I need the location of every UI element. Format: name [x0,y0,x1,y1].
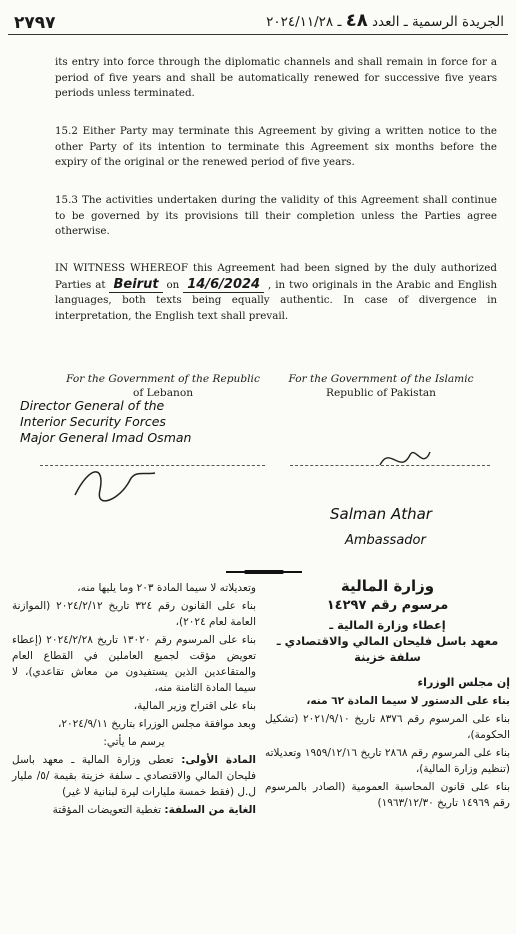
purpose-label: الغاية من السلفة: [164,804,256,816]
preamble-budget-law: بناء على القانون رقم ٣٢٤ تاريخ ٢٠٢٤/٢/١٢ (الموازنة العامة لعام ٢٠٢٤)، [12,600,256,628]
decree-title-line2: معهد باسل فليحان المالي والاقتصادي ـ [276,634,499,648]
signing-place: Beirut [109,277,162,293]
for-lebanon-line1: For the Government of the Republic [66,373,260,385]
pakistan-signature-scrawl [375,440,435,480]
article-one-label: المادة الأولى: [181,754,256,766]
arabic-right-column [265,578,510,813]
section-divider [244,570,284,574]
hand-line-1: Director General of the [20,398,165,413]
witness-text-b: on [166,278,180,291]
ministry-heading: وزارة المالية [340,577,435,595]
signatory-lebanon-heading [50,372,276,400]
for-pakistan-line1: For the Government of the Islamic [288,373,474,385]
preamble-public-accounting: بناء على قانون المحاسبة العمومية (الصادر بالمرسوم رقم ١٤٩٦٩ تاريخ ١٩٦٣/١٢/٣٠) [265,781,510,809]
preamble-council-approval: وبعد موافقة مجلس الوزراء بتاريخ ٢٠٢٤/٩/١١، [58,718,256,730]
paragraph-entry-into-force: its entry into force through the diplomatic channels and shall remain in force for a period of five years and shall be automatically renewed for successive five years periods unless terminated. [55,56,497,99]
witness-text-c: , in two originals in the Arabic and English languages, both texts being equally authentic. In case of divergence in interpretation, the English text shall prevail. [55,278,497,322]
preamble-ministry-organization: بناء على المرسوم رقم ٢٨٦٨ تاريخ ١٩٥٩/١٢/١٦ وتعديلاته (تنظيم وزارة المالية)، [265,747,510,775]
paragraph-in-witness [55,261,497,324]
paragraph-15-3: 15.3 The activities undertaken during the validity of this Agreement shall continue to be governed by its provisions till their completion unless the Parties agree otherwise. [55,194,497,237]
pakistan-signatory-name: Salman Athar [330,505,432,523]
hand-line-3: Major General Imad Osman [20,430,192,445]
advance-purpose [12,802,256,818]
gazette-header [266,10,504,31]
preamble-constitution: بناء على الدستور لا سيما المادة ٦٢ منه، [306,695,510,707]
lebanon-signature-scrawl [70,455,160,515]
witness-text-a: IN WITNESS WHEREOF this Agreement had been signed by the duly authorized Parties at [55,262,497,291]
decree-number: مرسوم رقم ١٤٢٩٧ [326,598,449,613]
for-lebanon-line2: of Lebanon [132,387,194,399]
for-pakistan-line2: Republic of Pakistan [326,387,436,399]
purpose-text: تغطية التعويضات المؤقتة [52,804,162,816]
article-one-text: تعطى وزارة المالية ـ معهد باسل فليحان المالي والاقتصادي ـ سلفة خزينة بقيمة /٥/ مليار ل.ل (فقط خمسة مليارات ليرة لبنانية لا غير) [12,754,256,798]
decree-title [265,617,510,665]
article-one [12,752,256,800]
header-rule [8,34,508,35]
page-number: ٢٧٩٧ [14,13,56,33]
decree-title-line3: سلفة خزينة [354,650,421,664]
arabic-left-column [12,580,256,820]
issue-date: ـ ٢٠٢٤/١١/٢٨ [266,14,342,30]
lebanon-handwritten-title [20,398,270,446]
issue-number: ٤٨ [345,10,368,31]
pakistan-signatory-role: Ambassador [345,533,426,548]
paragraph-15-2: 15.2 Either Party may terminate this Agreement by giving a written notice to the other Party of its intention to terminate this Agreement six months before the expiry of the original or the renewed period of five years. [55,125,497,168]
preamble-minister-proposal: بناء على اقتراح وزير المالية، [133,700,256,712]
gazette-title: الجريدة الرسمية ـ العدد [372,14,504,30]
council-of-ministers: إن مجلس الوزراء [417,676,510,689]
preamble-temporary-compensation: بناء على المرسوم رقم ١٣٠٢٠ تاريخ ٢٠٢٤/٢/٢٨ (إعطاء تعويض مؤقت لجميع العاملين في القطاع العام والمتقاعدين الذين يستفيدون من معاش تقاعدي)، لا سيما المادة الثامنة منه، [12,634,256,694]
decrees-following: يرسم ما يأتي: [103,736,165,748]
signing-date: 14/6/2024 [183,277,264,293]
preamble-government: بناء على المرسوم رقم ٨٣٧٦ تاريخ ٢٠٢١/٩/١٠ (تشكيل الحكومة)، [265,713,510,741]
signatory-pakistan-heading [281,372,481,400]
hand-line-2: Interior Security Forces [20,414,166,429]
preamble-amendments: وتعديلاته لا سيما المادة ٢٠٣ وما يليها منه، [77,582,256,594]
decree-title-line1: إعطاء وزارة المالية ـ [329,618,446,632]
